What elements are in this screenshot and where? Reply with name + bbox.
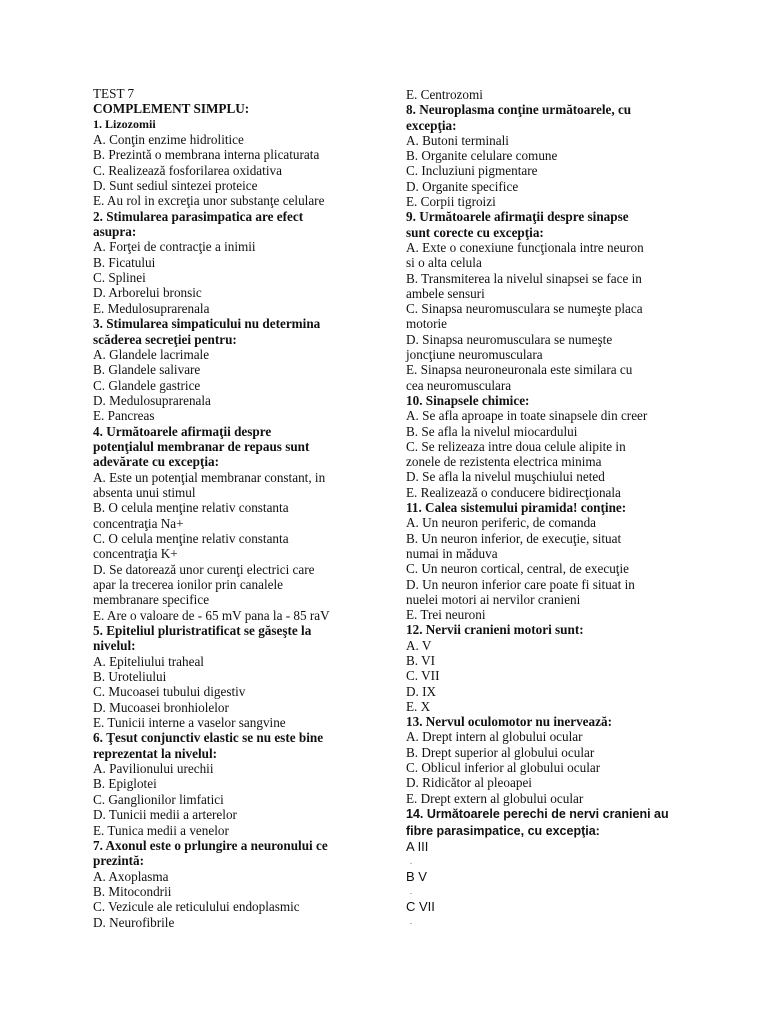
text-line: A. Exte o conexiune funcţionala intre neuron xyxy=(406,239,644,255)
text-line: A. Forţei de contracţie a inimii xyxy=(93,239,256,255)
text-line: concentraţia K+ xyxy=(93,546,178,562)
text-line: E. Trei neuroni xyxy=(406,607,486,623)
text-line: A. Drept intern al globului ocular xyxy=(406,729,583,745)
text-line: C. Glandele gastrice xyxy=(93,377,201,393)
text-line: B. Ficatului xyxy=(93,254,156,270)
text-line: scăderea secreţiei pentru: xyxy=(93,331,237,347)
text-line: joncţiune neuromusculara xyxy=(406,347,543,363)
text-line: B. Se afla la nivelul miocardului xyxy=(406,423,578,439)
text-line: TEST 7 xyxy=(93,86,135,101)
text-line: A. Un neuron periferic, de comanda xyxy=(406,515,597,531)
question-14-option-a xyxy=(406,840,696,870)
text-line: 13. Nervul oculomotor nu inervează: xyxy=(406,714,612,730)
text-line: D. Ridicător al pleoapei xyxy=(406,775,532,791)
text-line: B. Mitocondrii xyxy=(93,883,172,899)
text-line: C. Realizează fosforilarea oxidativa xyxy=(93,162,282,178)
text-line: E. Realizează o conducere bidirecţionala xyxy=(406,484,621,500)
text-line: A. Se afla aproape in toate sinapsele din creer xyxy=(406,408,648,424)
left-column xyxy=(93,86,375,930)
text-line: E. Corpii tigroizi xyxy=(406,194,496,210)
text-line: D. Neurofibrile xyxy=(93,914,175,930)
text-line: A. Este un potenţial membranar constant, in xyxy=(93,469,326,485)
text-line: C. Se relizeaza intre doua celule alipite in xyxy=(406,438,626,454)
text-line: C. Oblicul inferior al globului ocular xyxy=(406,760,601,776)
option-dot: . xyxy=(410,916,412,926)
text-line: E. Centrozomi xyxy=(406,87,483,102)
text-line: B. O celula menţine relativ constanta xyxy=(93,500,289,516)
text-line: D. Un neuron inferior care poate fi situat in xyxy=(406,576,635,592)
text-line: numai in măduva xyxy=(406,545,498,561)
text-line: A. Axoplasma xyxy=(93,868,169,884)
text-line: D. Sunt sediul sintezei proteice xyxy=(93,178,258,194)
text-line: 2. Stimularea parasimpatica are efect xyxy=(93,208,304,224)
text-line: D. Se datorează unor curenţi electrici care xyxy=(93,561,315,577)
text-line: B. Prezintă o membrana interna plicaturata xyxy=(93,147,320,163)
text-line: A. Epiteliului traheal xyxy=(93,653,204,669)
text-line: 10. Sinapsele chimice: xyxy=(406,392,530,408)
text-line: potenţialul membranar de repaus sunt xyxy=(93,438,310,454)
text-line: C. Mucoasei tubului digestiv xyxy=(93,684,246,700)
question-14-title-line2: fibre parasimpatice, cu excepţia: xyxy=(406,823,600,838)
question-14 xyxy=(406,806,696,930)
text-line: C. Ganglionilor limfatici xyxy=(93,791,224,807)
option-dot: . xyxy=(410,886,412,896)
text-line: nivelul: xyxy=(93,638,136,654)
text-line: prezintă: xyxy=(93,853,145,869)
text-line: B. VI xyxy=(406,652,436,668)
text-line: absenta unui stimul xyxy=(93,484,196,500)
text-line: B. Glandele salivare xyxy=(93,362,201,378)
text-line: 1. Lizozomii xyxy=(93,116,156,131)
text-line: zonele de rezistenta electrica minima xyxy=(406,454,602,470)
question-14-option-c xyxy=(406,900,696,930)
text-line: B. Drept superior al globului ocular xyxy=(406,744,595,760)
text-line: 4. Următoarele afirmaţii despre xyxy=(93,423,272,439)
text-line: membranare specifice xyxy=(93,592,210,608)
text-line: E. Pancreas xyxy=(93,408,155,424)
text-line: E. Au rol in excreţia unor substanţe celulare xyxy=(93,193,325,209)
text-line: A. Pavilionului urechii xyxy=(93,761,214,777)
text-line: E. Are o valoare de - 65 mV pana la - 85 raV xyxy=(93,607,330,623)
text-line: C. O celula menţine relativ constanta xyxy=(93,530,289,546)
text-line: D. Tunicii medii a arterelor xyxy=(93,807,237,823)
text-line: reprezentat la nivelul: xyxy=(93,745,218,761)
text-line: sunt corecte cu excepţia: xyxy=(406,224,544,240)
text-line: 6. Ţesut conjunctiv elastic se nu este bine xyxy=(93,730,324,746)
text-line: A. Conţin enzime hidrolitice xyxy=(93,132,244,148)
text-line: E. Tunica medii a venelor xyxy=(93,822,229,838)
text-line: si o alta celula xyxy=(406,255,482,271)
option-label: B V xyxy=(406,868,427,884)
text-line: D. Medulosuprarenala xyxy=(93,392,211,408)
text-line: D. Mucoasei bronhiolelor xyxy=(93,699,229,715)
text-line: A. V xyxy=(406,637,432,653)
text-line: cea neuromusculara xyxy=(406,377,512,393)
question-14-option-b xyxy=(406,870,696,900)
text-line: D. IX xyxy=(406,683,437,699)
question-14-title-line1: 14. Următoarele perechi de nervi cranieni au xyxy=(406,806,669,821)
text-line: A. Glandele lacrimale xyxy=(93,346,210,362)
right-column-lines xyxy=(406,87,696,806)
text-line: E. Sinapsa neuroneuronala este similara cu xyxy=(406,362,633,378)
text-line: A. Butoni terminali xyxy=(406,132,509,148)
text-line: excepţia: xyxy=(406,117,457,133)
text-line: E. Medulosuprarenala xyxy=(93,300,210,316)
text-line: E. Drept extern al globului ocular xyxy=(406,790,584,806)
text-line: C. Sinapsa neuromusculara se numeşte placa xyxy=(406,301,643,317)
right-column xyxy=(406,87,696,930)
text-line: adevărate cu excepţia: xyxy=(93,454,219,470)
text-line: B. Uroteliului xyxy=(93,669,167,685)
text-line: 8. Neuroplasma conţine următoarele, cu xyxy=(406,102,632,118)
text-line: B. Un neuron inferior, de execuţie, situat xyxy=(406,530,622,546)
text-line: concentraţia Na+ xyxy=(93,515,184,531)
text-line: 12. Nervii cranieni motori sunt: xyxy=(406,622,584,638)
text-line: D. Sinapsa neuromusculara se numeşte xyxy=(406,331,613,347)
option-label: C VII xyxy=(406,898,435,914)
text-line: C. VII xyxy=(406,668,440,684)
text-line: B. Organite celulare comune xyxy=(406,148,558,164)
text-line: D. Organite specifice xyxy=(406,178,519,194)
text-line: nuelei motori ai nervilor cranieni xyxy=(406,591,581,607)
text-line: ambele sensuri xyxy=(406,285,485,301)
text-line: E. X xyxy=(406,698,431,714)
text-line: C. Splinei xyxy=(93,270,146,286)
option-dot: . xyxy=(410,856,412,866)
text-line: B. Transmiterea la nivelul sinapsei se face in xyxy=(406,270,642,286)
text-line: C. Un neuron cortical, central, de execuţie xyxy=(406,561,629,577)
text-line: motorie xyxy=(406,316,448,332)
text-line: 3. Stimularea simpaticului nu determina xyxy=(93,316,321,332)
text-line: C. Vezicule ale reticulului endoplasmic xyxy=(93,899,300,915)
text-line: 7. Axonul este o prlungire a neuronului ce xyxy=(93,837,328,853)
text-line: asupra: xyxy=(93,224,137,240)
text-line: 5. Epiteliul pluristratificat se găseşte la xyxy=(93,623,312,639)
option-label: A III xyxy=(406,838,429,854)
text-line: 11. Calea sistemului piramida! conţine: xyxy=(406,500,627,516)
text-line: E. Tunicii interne a vaselor sangvine xyxy=(93,715,286,731)
text-line: C. Incluziuni pigmentare xyxy=(406,163,538,179)
text-line: COMPLEMENT SIMPLU: xyxy=(93,101,250,117)
text-line: B. Epiglotei xyxy=(93,776,157,792)
text-line: apar la trecerea ionilor prin canalele xyxy=(93,577,284,592)
text-line: D. Arborelui bronsic xyxy=(93,285,202,301)
text-line: D. Se afla la nivelul muşchiului neted xyxy=(406,469,605,485)
text-line: 9. Următoarele afirmaţii despre sinapse xyxy=(406,209,629,225)
